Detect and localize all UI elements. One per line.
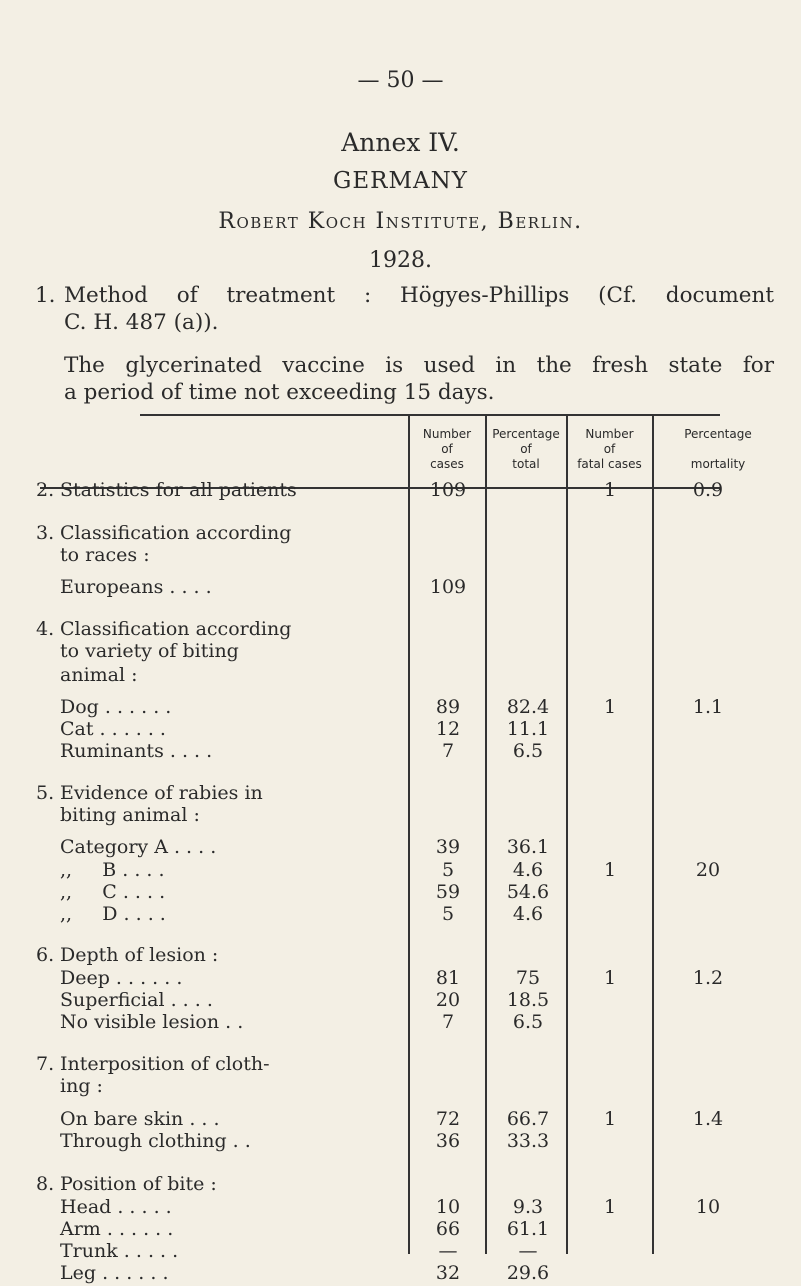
cell-percentage-mortality: 10 <box>695 1196 721 1218</box>
cell-percentage-of-total: 18.5 <box>506 989 550 1011</box>
institute-heading: Robert Koch Institute, Berlin. <box>218 209 583 234</box>
cell-percentage-of-total: 4.6 <box>512 903 544 925</box>
cell-percentage-mortality: 1.4 <box>692 1108 724 1130</box>
cell-percentage-of-total: 66.7 <box>506 1108 550 1130</box>
header-number-of-fatal-cases: Number of fatal cases <box>577 427 642 471</box>
note-line-1: The glycerinated vaccine is used in the fresh state for <box>64 353 774 378</box>
row-label: Cat . . . . . . <box>60 718 166 740</box>
cell-percentage-mortality: 1.2 <box>692 967 724 989</box>
row-label: Dog . . . . . . <box>60 696 172 718</box>
year-heading: 1928. <box>369 248 432 273</box>
cell-fatal-cases: 1 <box>603 696 617 718</box>
cell-number-of-cases: 5 <box>441 859 455 881</box>
row-label: Evidence of rabies in <box>60 782 263 804</box>
cell-number-of-cases: 7 <box>441 1011 455 1033</box>
row-label: Classification according <box>60 618 292 640</box>
section-number: 5. <box>36 782 55 804</box>
row-label: Trunk . . . . . <box>60 1240 179 1262</box>
row-label: Europeans . . . . <box>60 576 212 598</box>
row-label: to races : <box>60 544 150 566</box>
cell-percentage-of-total: 6.5 <box>512 740 544 762</box>
cell-percentage-of-total: 82.4 <box>506 696 550 718</box>
cell-number-of-cases: 12 <box>435 718 461 740</box>
row-label: On bare skin . . . <box>60 1108 220 1130</box>
cell-percentage-of-total: 11.1 <box>506 718 550 740</box>
row-label: Interposition of cloth- <box>60 1053 270 1075</box>
row-label: to variety of biting <box>60 640 239 662</box>
cell-number-of-cases: — <box>438 1240 458 1262</box>
row-label: Deep . . . . . . <box>60 967 183 989</box>
row-label: ,, C . . . . <box>60 881 166 903</box>
section-number: 8. <box>36 1173 55 1195</box>
cell-number-of-cases: 7 <box>441 740 455 762</box>
cell-percentage-of-total: 9.3 <box>512 1196 544 1218</box>
cell-number-of-cases: 10 <box>435 1196 461 1218</box>
row-label: animal : <box>60 664 138 686</box>
row-label: Depth of lesion : <box>60 944 219 966</box>
cell-percentage-mortality: 1.1 <box>692 696 724 718</box>
cell-percentage-of-total: 29.6 <box>506 1262 550 1284</box>
table-top-rule <box>140 414 720 416</box>
row-label: ,, B . . . . <box>60 859 165 881</box>
cell-percentage-of-total: — <box>518 1240 538 1262</box>
row-label: Head . . . . . <box>60 1196 172 1218</box>
cell-number-of-cases: 20 <box>435 989 461 1011</box>
cell-percentage-of-total: 61.1 <box>506 1218 550 1240</box>
section-number: 7. <box>36 1053 55 1075</box>
item-1-number: 1. <box>35 283 56 308</box>
row-label: Superficial . . . . <box>60 989 213 1011</box>
cell-percentage-mortality: 0.9 <box>692 479 724 501</box>
item-1-line-1: Method of treatment : Högyes-Phillips (Cf. document <box>64 283 774 308</box>
annex-title: Annex IV. <box>341 128 460 157</box>
header-number-of-cases: Number of cases <box>422 427 472 471</box>
section-number: 4. <box>36 618 55 640</box>
country-heading: GERMANY <box>333 168 468 194</box>
row-label: Ruminants . . . . <box>60 740 213 762</box>
row-label: Statistics for all patients <box>60 479 297 501</box>
section-number: 6. <box>36 944 55 966</box>
row-label: Through clothing . . <box>60 1130 251 1152</box>
cell-percentage-mortality: 20 <box>695 859 721 881</box>
column-divider <box>652 414 654 1254</box>
item-1-line-2: C. H. 487 (a)). <box>64 310 219 335</box>
cell-number-of-cases: 5 <box>441 903 455 925</box>
cell-number-of-cases: 72 <box>435 1108 461 1130</box>
row-label: Arm . . . . . . <box>60 1218 174 1240</box>
cell-fatal-cases: 1 <box>603 1196 617 1218</box>
row-label: ,, D . . . . <box>60 903 166 925</box>
cell-fatal-cases: 1 <box>603 479 617 501</box>
cell-number-of-cases: 109 <box>429 479 467 501</box>
header-percentage-mortality: Percentage mortality <box>684 427 752 471</box>
header-percentage-of-total: Percentage of total <box>492 427 560 471</box>
section-number: 3. <box>36 522 55 544</box>
page-number: — 50 — <box>357 68 444 93</box>
note-line-2: a period of time not exceeding 15 days. <box>64 380 495 405</box>
section-number: 2. <box>36 479 55 501</box>
row-label: Classification according <box>60 522 292 544</box>
cell-fatal-cases: 1 <box>603 859 617 881</box>
cell-percentage-of-total: 4.6 <box>512 859 544 881</box>
cell-percentage-of-total: 75 <box>515 967 541 989</box>
cell-fatal-cases: 1 <box>603 967 617 989</box>
row-label: No visible lesion . . <box>60 1011 244 1033</box>
row-label: Position of bite : <box>60 1173 217 1195</box>
cell-number-of-cases: 39 <box>435 836 461 858</box>
cell-number-of-cases: 32 <box>435 1262 461 1284</box>
cell-number-of-cases: 36 <box>435 1130 461 1152</box>
row-label: ing : <box>60 1075 103 1097</box>
cell-number-of-cases: 66 <box>435 1218 461 1240</box>
row-label: biting animal : <box>60 804 200 826</box>
cell-percentage-of-total: 54.6 <box>506 881 550 903</box>
cell-number-of-cases: 109 <box>429 576 467 598</box>
cell-percentage-of-total: 6.5 <box>512 1011 544 1033</box>
row-label: Leg . . . . . . <box>60 1262 169 1284</box>
cell-number-of-cases: 59 <box>435 881 461 903</box>
cell-percentage-of-total: 33.3 <box>506 1130 550 1152</box>
cell-fatal-cases: 1 <box>603 1108 617 1130</box>
cell-number-of-cases: 89 <box>435 696 461 718</box>
row-label: Category A . . . . <box>60 836 217 858</box>
cell-number-of-cases: 81 <box>435 967 461 989</box>
cell-percentage-of-total: 36.1 <box>506 836 550 858</box>
